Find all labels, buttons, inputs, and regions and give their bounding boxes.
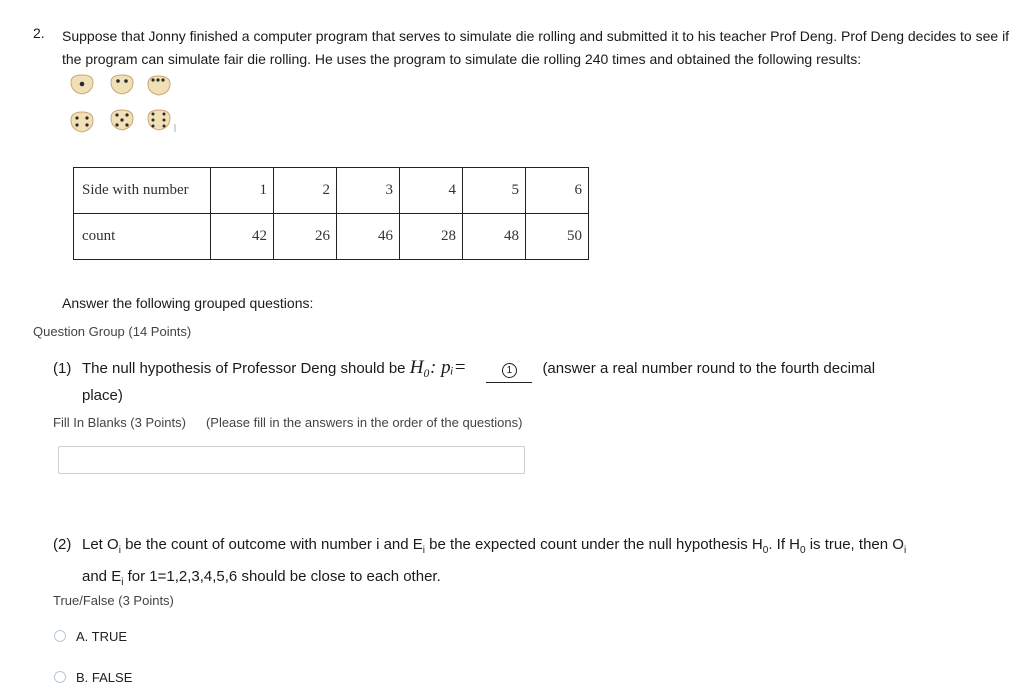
table-header-label: Side with number — [74, 168, 211, 214]
fill-instruction: (Please fill in the answers in the order of the questions) — [205, 415, 523, 430]
table-cell: 1 — [211, 168, 274, 214]
blank-number-marker: 1 — [502, 363, 517, 378]
radio-button[interactable] — [54, 630, 66, 642]
die-face-3 — [148, 76, 170, 95]
table-row-sides — [74, 168, 589, 214]
option-label: A. TRUE — [76, 629, 128, 644]
subquestion-2-text-part: for 1=1,2,3,4,5,6 should be close to each other. — [123, 568, 441, 585]
answer-lead: Answer the following grouped questions: — [62, 295, 314, 311]
subquestion-2-text-part: be the expected count under the null hypothesis H — [425, 536, 763, 553]
table-cell: 26 — [274, 214, 337, 260]
table-cell: 2 — [274, 168, 337, 214]
subscript: 0 — [799, 545, 806, 556]
blank-slot-1[interactable] — [486, 356, 532, 383]
table-cell: 42 — [211, 214, 274, 260]
die-face-2 — [111, 75, 133, 94]
subquestion-1-text: The null hypothesis of Professor Deng should be — [82, 360, 406, 377]
subquestion-2-text-part: . If H — [768, 536, 800, 553]
null-hypothesis-formula: H₀: pᵢ= — [409, 357, 467, 378]
dice-image — [68, 72, 178, 134]
table-row-counts — [74, 214, 589, 260]
question-number: 2. — [33, 25, 45, 41]
table-cell: 48 — [463, 214, 526, 260]
table-cell: 28 — [400, 214, 463, 260]
subquestion-2-text-part: Let O — [82, 536, 119, 553]
option-false[interactable] — [54, 670, 132, 685]
subquestion-2-type: True/False (3 Points) — [53, 593, 174, 608]
table-cell: 4 — [400, 168, 463, 214]
question-text: Suppose that Jonny finished a computer program that serves to simulate die rolling and submitted it to his teacher Prof Deng. Prof Deng decides to see if the program can simulate fair die rolling. He uses the program to simulate die rolling 240 times and obtained the following results: — [62, 28, 1010, 67]
blank-1-input[interactable] — [58, 446, 525, 474]
table-cell: 5 — [463, 168, 526, 214]
subscript: i — [422, 545, 426, 556]
question-type-label: Fill In Blanks (3 Points) — [53, 415, 186, 430]
table-cell: 6 — [526, 168, 589, 214]
subquestion-2-text-part: is true, then O — [805, 536, 904, 553]
option-label: B. FALSE — [76, 670, 133, 685]
results-table — [73, 167, 589, 260]
subquestion-1-hint: (answer a real number round to the fourth decimal — [542, 360, 876, 377]
subscript: i — [118, 545, 121, 556]
table-cell: 3 — [337, 168, 400, 214]
radio-button[interactable] — [54, 671, 66, 683]
subquestion-2-text-part: be the count of outcome with number i and E — [120, 536, 423, 553]
die-face-6 — [148, 110, 175, 132]
table-cell: 46 — [337, 214, 400, 260]
subscript: 0 — [762, 545, 769, 556]
subquestion-1-continuation: place) — [82, 387, 123, 404]
subquestion-2-number: (2) — [53, 536, 72, 553]
subquestion-1-number: (1) — [53, 360, 72, 377]
subquestion-1-meta — [53, 415, 522, 430]
die-face-4 — [71, 112, 93, 132]
die-face-5 — [111, 110, 133, 130]
subquestion-1 — [53, 355, 1003, 409]
subquestion-2-text-part: and E — [82, 568, 122, 585]
table-count-label: count — [74, 214, 211, 260]
subscript: i — [121, 577, 124, 588]
subscript: i — [903, 545, 907, 556]
die-face-1 — [71, 75, 93, 94]
table-cell: 50 — [526, 214, 589, 260]
option-true[interactable] — [54, 629, 127, 644]
subquestion-2 — [53, 532, 1008, 596]
subquestion-2-line-2 — [53, 568, 441, 588]
group-label: Question Group (14 Points) — [33, 324, 192, 339]
